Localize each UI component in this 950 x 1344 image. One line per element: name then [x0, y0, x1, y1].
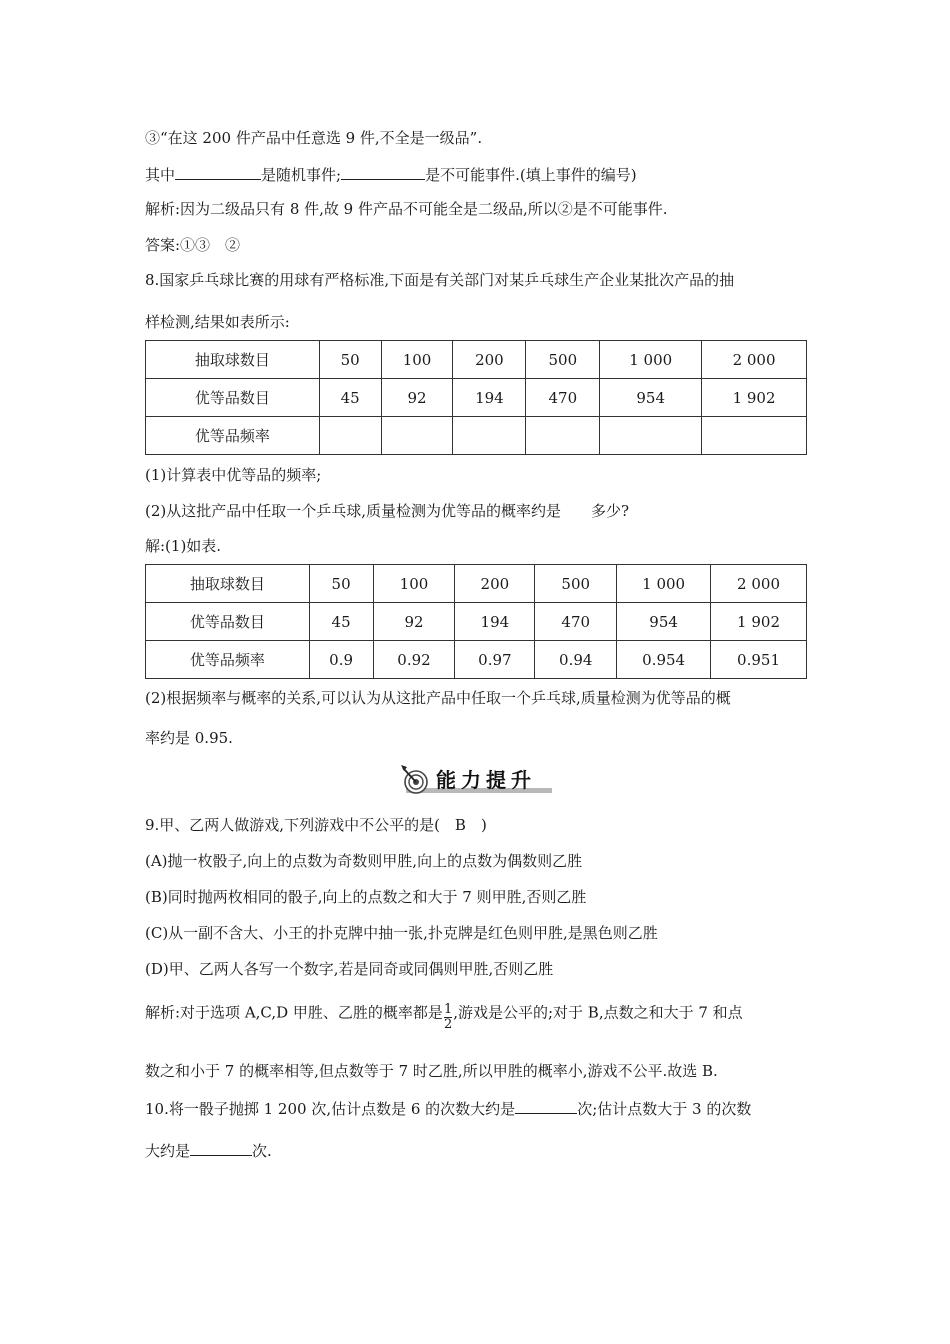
section-title: 能力提升 — [436, 768, 536, 792]
answer-blank[interactable] — [175, 163, 261, 180]
q8-sub2: (2)从这批产品中任取一个乒乓球,质量检测为优等品的概率约是 多少? — [145, 502, 630, 520]
q9-option-c: (C)从一副不含大、小王的扑克牌中抽一张,扑克牌是红色则甲胜,是黑色则乙胜 — [145, 924, 658, 942]
table-cell: 45 — [309, 603, 373, 641]
table-row — [146, 341, 807, 379]
q9-option-d: (D)甲、乙两人各写一个数字,若是同奇或同偶则甲胜,否则乙胜 — [145, 960, 554, 978]
table-cell: 1 902 — [702, 379, 807, 417]
table-cell-empty — [600, 417, 702, 455]
fraction-denominator: 2 — [443, 1017, 453, 1032]
table-cell: 500 — [535, 565, 617, 603]
table-cell: 抽取球数目 — [146, 565, 310, 603]
fraction-numerator: 1 — [443, 1002, 453, 1017]
table-row — [146, 603, 807, 641]
section-banner — [398, 762, 552, 796]
table-cell: 0.92 — [373, 641, 455, 679]
table-cell: 优等品数目 — [146, 379, 320, 417]
q9-option-a: (A)抛一枚骰子,向上的点数为奇数则甲胜,向上的点数为偶数则乙胜 — [145, 852, 583, 870]
table-cell: 0.954 — [617, 641, 711, 679]
table-row — [146, 379, 807, 417]
table-cell: 优等品数目 — [146, 603, 310, 641]
table-cell: 194 — [455, 603, 535, 641]
q7-answer: 答案:①③ ② — [145, 236, 241, 254]
table-cell: 0.94 — [535, 641, 617, 679]
table-cell: 1 902 — [711, 603, 807, 641]
table-cell-empty — [319, 417, 381, 455]
table-cell: 0.951 — [711, 641, 807, 679]
table-cell: 200 — [453, 341, 526, 379]
table-cell: 50 — [319, 341, 381, 379]
table-cell: 100 — [373, 565, 455, 603]
q9-analysis-post: ,游戏是公平的;对于 B,点数之和大于 7 和点 — [453, 1003, 743, 1022]
table-cell: 1 000 — [600, 341, 702, 379]
q8-solution2-line1: (2)根据频率与概率的关系,可以认为从这批产品中任取一个乒乓球,质量检测为优等品的概 — [145, 689, 731, 707]
q8-data-table — [145, 340, 807, 455]
table-cell: 954 — [600, 379, 702, 417]
q9-analysis-line2: 数之和小于 7 的概率相等,但点数等于 7 时乙胜,所以甲胜的概率小,游戏不公平.故选 B. — [145, 1062, 718, 1080]
q7-item3: ③“在这 200 件产品中任意选 9 件,不全是一级品”. — [145, 129, 483, 147]
q7-fill-prefix: 其中 — [145, 166, 176, 184]
table-cell: 92 — [381, 379, 453, 417]
table-cell: 1 000 — [617, 565, 711, 603]
table-row — [146, 641, 807, 679]
q10-line2 — [145, 1139, 272, 1161]
table-cell: 0.9 — [309, 641, 373, 679]
q9-analysis-pre: 解析:对于选项 A,C,D 甲胜、乙胜的概率都是 — [145, 1003, 443, 1022]
table-cell: 2 000 — [702, 341, 807, 379]
table-cell: 优等品频率 — [146, 641, 310, 679]
fraction — [444, 1003, 452, 1032]
q10-line2-pre: 大约是 — [145, 1142, 191, 1160]
q8-solution-table — [145, 564, 807, 679]
table-cell: 500 — [526, 341, 600, 379]
q9-option-b: (B)同时抛两枚相同的骰子,向上的点数之和大于 7 则甲胜,否则乙胜 — [145, 888, 587, 906]
table-cell-empty — [453, 417, 526, 455]
q7-analysis: 解析:因为二级品只有 8 件,故 9 件产品不可能全是二级品,所以②是不可能事件. — [145, 200, 668, 218]
table-cell: 抽取球数目 — [146, 341, 320, 379]
table-cell-empty — [526, 417, 600, 455]
table-cell: 954 — [617, 603, 711, 641]
q7-fill-suffix: 是不可能事件.(填上事件的编号) — [425, 166, 637, 184]
q7-fill-mid: 是随机事件; — [261, 166, 342, 184]
table-cell: 194 — [453, 379, 526, 417]
answer-blank[interactable] — [190, 1139, 252, 1156]
q10-line1-post: 次;估计点数大于 3 的次数 — [577, 1100, 752, 1118]
q7-fill-blank-line — [145, 163, 637, 185]
table-cell: 2 000 — [711, 565, 807, 603]
table-cell: 50 — [309, 565, 373, 603]
answer-blank[interactable] — [341, 163, 425, 180]
q10-line1 — [145, 1097, 751, 1119]
table-row — [146, 417, 807, 455]
table-cell-empty — [702, 417, 807, 455]
table-cell: 优等品频率 — [146, 417, 320, 455]
q8-stem-line2: 样检测,结果如表所示: — [145, 313, 290, 331]
q8-solution2-line2: 率约是 0.95. — [145, 729, 233, 747]
table-cell: 470 — [535, 603, 617, 641]
q10-line2-post: 次. — [252, 1142, 272, 1160]
answer-blank[interactable] — [515, 1097, 577, 1114]
table-row — [146, 565, 807, 603]
table-cell: 200 — [455, 565, 535, 603]
table-cell: 45 — [319, 379, 381, 417]
table-cell: 92 — [373, 603, 455, 641]
table-cell-empty — [381, 417, 453, 455]
table-cell: 100 — [381, 341, 453, 379]
q9-stem: 9.甲、乙两人做游戏,下列游戏中不公平的是( B ) — [145, 816, 487, 834]
q8-stem-line1: 8.国家乒乓球比赛的用球有严格标准,下面是有关部门对某乒乓球生产企业某批次产品的抽 — [145, 271, 735, 289]
q8-solution-intro: 解:(1)如表. — [145, 537, 222, 555]
q10-line1-pre: 10.将一骰子抛掷 1 200 次,估计点数是 6 的次数大约是 — [145, 1100, 516, 1118]
table-cell: 0.97 — [455, 641, 535, 679]
q9-analysis-line1 — [145, 999, 743, 1032]
q8-sub1: (1)计算表中优等品的频率; — [145, 466, 322, 484]
table-cell: 470 — [526, 379, 600, 417]
